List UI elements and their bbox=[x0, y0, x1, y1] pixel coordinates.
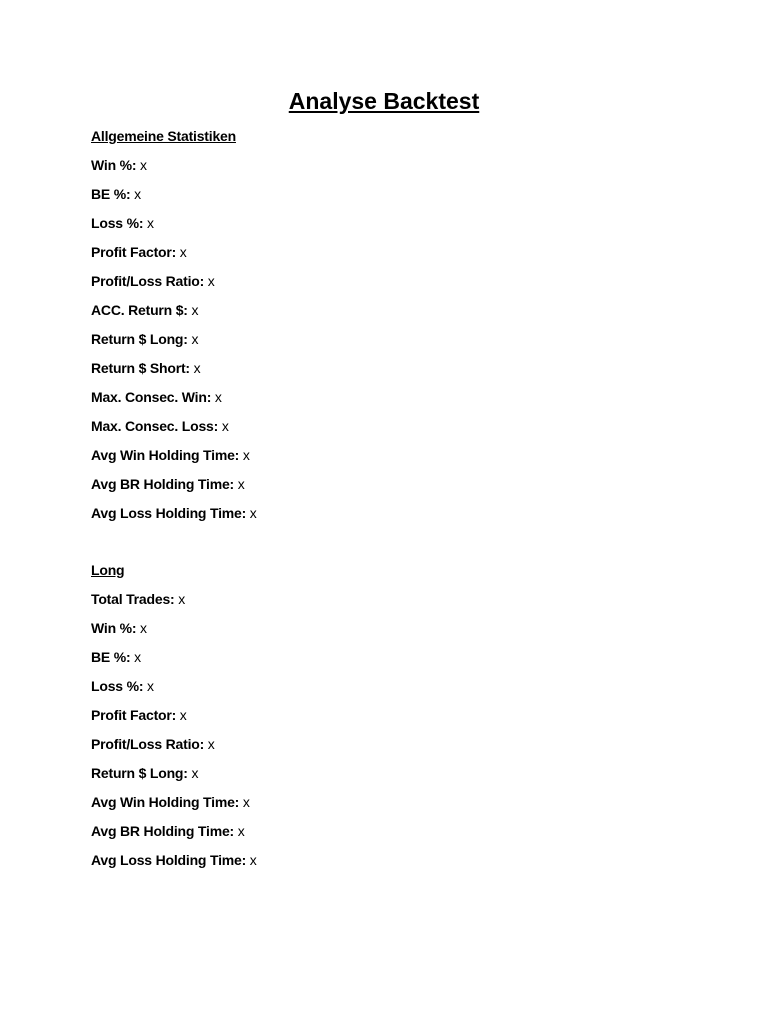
statistic-value: x bbox=[237, 823, 245, 839]
statistic-row bbox=[91, 821, 691, 841]
statistic-row bbox=[91, 445, 691, 465]
statistic-label: Avg Win Holding Time: bbox=[91, 794, 240, 810]
statistic-row bbox=[91, 387, 691, 407]
statistic-row bbox=[91, 734, 691, 754]
statistic-label: Profit/Loss Ratio: bbox=[91, 736, 205, 752]
statistic-row bbox=[91, 184, 691, 204]
statistic-label: Avg BR Holding Time: bbox=[91, 823, 235, 839]
statistic-value: x bbox=[191, 302, 199, 318]
statistic-row bbox=[91, 705, 691, 725]
statistic-value: x bbox=[140, 620, 147, 636]
statistic-label: Loss %: bbox=[91, 215, 144, 231]
section-heading-general: Allgemeine Statistiken bbox=[91, 128, 236, 144]
statistic-value: x bbox=[207, 736, 215, 752]
statistic-row bbox=[91, 589, 691, 609]
statistic-row bbox=[91, 155, 691, 175]
statistic-row bbox=[91, 792, 691, 812]
statistic-label: Total Trades: bbox=[91, 591, 175, 607]
statistic-label: Avg Win Holding Time: bbox=[91, 447, 240, 463]
statistic-value: x bbox=[134, 649, 141, 665]
statistic-value: x bbox=[249, 852, 257, 868]
statistic-row bbox=[91, 242, 691, 262]
statistic-value: x bbox=[221, 418, 229, 434]
statistic-label: Profit Factor: bbox=[91, 707, 177, 723]
statistic-label: Return $ Short: bbox=[91, 360, 190, 376]
statistic-value: x bbox=[179, 244, 187, 260]
statistic-label: Avg Loss Holding Time: bbox=[91, 852, 247, 868]
section-heading-long: Long bbox=[91, 562, 125, 578]
statistic-value: x bbox=[191, 765, 199, 781]
statistic-label: Avg BR Holding Time: bbox=[91, 476, 235, 492]
long-statistics-list bbox=[91, 589, 691, 870]
statistic-value: x bbox=[179, 707, 187, 723]
statistic-row bbox=[91, 329, 691, 349]
statistic-value: x bbox=[146, 678, 154, 694]
statistic-row bbox=[91, 647, 691, 667]
statistic-label: Profit/Loss Ratio: bbox=[91, 273, 205, 289]
statistic-row bbox=[91, 300, 691, 320]
statistic-row bbox=[91, 850, 691, 870]
statistic-row bbox=[91, 271, 691, 291]
statistic-label: Profit Factor: bbox=[91, 244, 177, 260]
statistic-value: x bbox=[146, 215, 154, 231]
statistic-value: x bbox=[214, 389, 222, 405]
statistic-label: Max. Consec. Win: bbox=[91, 389, 212, 405]
long-statistics-section bbox=[91, 560, 691, 879]
statistic-row bbox=[91, 503, 691, 523]
statistic-value: x bbox=[178, 591, 186, 607]
statistic-row bbox=[91, 618, 691, 638]
statistic-value: x bbox=[237, 476, 245, 492]
statistic-value: x bbox=[249, 505, 257, 521]
statistic-label: BE %: bbox=[91, 186, 131, 202]
statistic-row bbox=[91, 763, 691, 783]
page-title: Analyse Backtest bbox=[288, 88, 480, 114]
statistic-label: Win %: bbox=[91, 620, 137, 636]
statistic-row bbox=[91, 676, 691, 696]
statistic-row bbox=[91, 358, 691, 378]
statistic-row bbox=[91, 416, 691, 436]
statistic-row bbox=[91, 474, 691, 494]
statistic-label: ACC. Return $: bbox=[91, 302, 188, 318]
statistic-label: Max. Consec. Loss: bbox=[91, 418, 219, 434]
statistic-value: x bbox=[242, 794, 250, 810]
statistic-row bbox=[91, 213, 691, 233]
statistic-value: x bbox=[193, 360, 201, 376]
statistic-value: x bbox=[191, 331, 199, 347]
statistic-label: Win %: bbox=[91, 157, 137, 173]
statistic-label: Avg Loss Holding Time: bbox=[91, 505, 247, 521]
statistic-label: Return $ Long: bbox=[91, 765, 188, 781]
statistic-value: x bbox=[207, 273, 215, 289]
statistic-label: Loss %: bbox=[91, 678, 144, 694]
statistic-label: Return $ Long: bbox=[91, 331, 188, 347]
general-statistics-section bbox=[91, 126, 691, 532]
general-statistics-list bbox=[91, 155, 691, 523]
statistic-value: x bbox=[140, 157, 147, 173]
statistic-value: x bbox=[242, 447, 250, 463]
statistic-label: BE %: bbox=[91, 649, 131, 665]
statistic-value: x bbox=[134, 186, 141, 202]
